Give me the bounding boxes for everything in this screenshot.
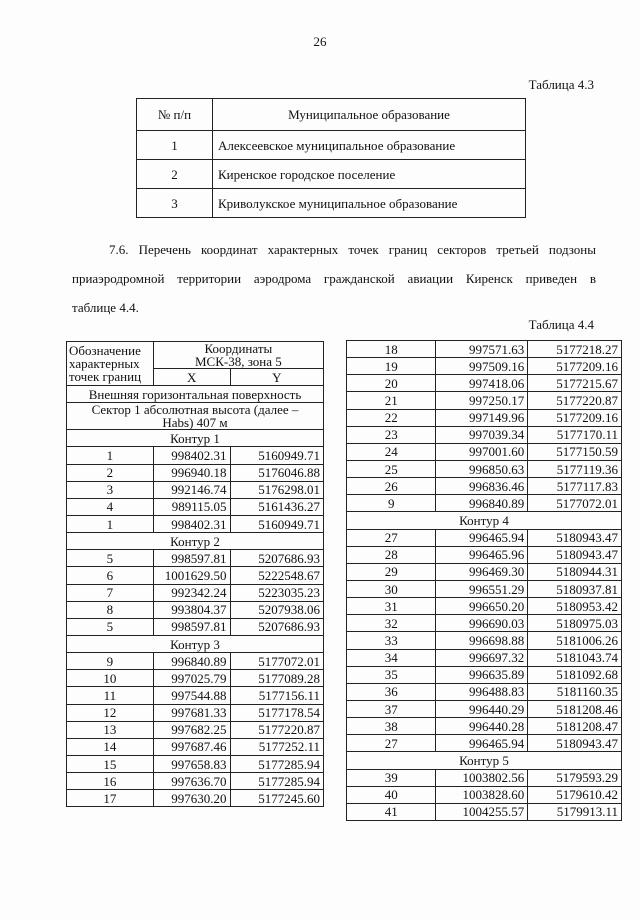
y-coordinate: 5160949.71 [230,515,323,532]
y-coordinate: 5180953.42 [528,598,622,615]
x-coordinate: 998597.81 [153,618,230,635]
left-rows-body [67,430,324,807]
table-row [67,653,324,670]
point-number: 9 [347,495,436,512]
y-coordinate: 5177209.16 [528,409,622,426]
point-number: 15 [67,755,154,772]
y-coordinate: 5180943.47 [528,546,622,563]
point-number: 36 [347,683,436,700]
point-number: 29 [347,563,436,580]
contour-row [347,512,622,529]
header-x: X [153,369,230,386]
x-coordinate: 997039.34 [436,426,528,443]
y-coordinate: 5222548.67 [230,567,323,584]
point-number: 11 [67,687,154,704]
y-coordinate: 5207686.93 [230,618,323,635]
paragraph-7-6 [72,235,596,322]
table-row [137,189,526,218]
surface-row [67,386,324,403]
point-number: 34 [347,649,436,666]
table-row [347,460,622,477]
table-row [67,755,324,772]
table-row [347,409,622,426]
point-number: 37 [347,700,436,717]
table-row [347,649,622,666]
point-number: 25 [347,460,436,477]
header-line: точек границ [69,369,142,385]
x-coordinate: 997418.06 [436,375,528,392]
x-coordinate: 992146.74 [153,481,230,498]
coordinates-table-right [346,340,622,821]
table-row [347,786,622,803]
table-row [67,550,324,567]
point-number: 40 [347,786,436,803]
sector-row [67,403,324,430]
y-coordinate: 5177215.67 [528,375,622,392]
paragraph-line: 7.6. Перечень координат характерных точек границ секторов третьей подзоны [109,242,596,257]
right-rows-body [347,341,622,821]
contour-row [67,533,324,550]
y-coordinate: 5181208.47 [528,718,622,735]
contour-row [67,430,324,447]
y-coordinate: 5177252.11 [230,738,323,755]
contour-label: Контур 2 [67,533,324,550]
point-number: 17 [67,790,154,807]
table-row [67,618,324,635]
header-line: характерных [69,356,140,372]
row-number: 3 [137,189,213,218]
y-coordinate: 5207938.06 [230,601,323,618]
point-number: 9 [67,653,154,670]
x-coordinate: 997681.33 [153,704,230,721]
x-coordinate: 998597.81 [153,550,230,567]
paragraph-line: приаэродромной территории аэродрома гражданской авиации Киренск приведен в [72,271,596,286]
point-number: 28 [347,546,436,563]
header-line: МСК-38, зона 5 [194,354,282,369]
y-coordinate: 5176046.88 [230,464,323,481]
row-number: 1 [137,131,213,160]
y-coordinate: 5177170.11 [528,426,622,443]
x-coordinate: 997149.96 [436,409,528,426]
y-coordinate: 5177089.28 [230,670,323,687]
x-coordinate: 996840.89 [436,495,528,512]
table-row [347,666,622,683]
x-coordinate: 996488.83 [436,683,528,700]
x-coordinate: 1003802.56 [436,769,528,786]
table-row [347,478,622,495]
y-coordinate: 5180937.81 [528,580,622,597]
y-coordinate: 5177209.16 [528,358,622,375]
table-row [347,495,622,512]
point-number: 35 [347,666,436,683]
point-number: 5 [67,618,154,635]
y-coordinate: 5181208.46 [528,700,622,717]
x-coordinate: 1001629.50 [153,567,230,584]
y-coordinate: 5177072.01 [230,653,323,670]
page-number: 26 [313,34,327,49]
x-coordinate: 997636.70 [153,773,230,790]
header-line: Координаты [204,341,273,356]
y-coordinate: 5160949.71 [230,447,323,464]
x-coordinate: 997687.46 [153,738,230,755]
table-row [347,769,622,786]
table-row [347,392,622,409]
point-number: 6 [67,567,154,584]
x-coordinate: 996465.94 [436,735,528,752]
point-number: 2 [67,464,154,481]
contour-row [67,635,324,652]
x-coordinate: 998402.31 [153,515,230,532]
contour-label: Контур 1 [67,430,324,447]
x-coordinate: 996697.32 [436,649,528,666]
point-number: 30 [347,580,436,597]
table-row [347,375,622,392]
table-row [67,601,324,618]
x-coordinate: 997025.79 [153,670,230,687]
table-row [67,687,324,704]
point-number: 39 [347,769,436,786]
x-coordinate: 997630.20 [153,790,230,807]
table-header-row [137,99,526,131]
y-coordinate: 5181006.26 [528,632,622,649]
point-number: 26 [347,478,436,495]
table-row [347,546,622,563]
header-line: Обозначение [69,343,141,359]
header-y: Y [230,369,323,386]
x-coordinate: 996635.89 [436,666,528,683]
point-number: 5 [67,550,154,567]
point-number: 33 [347,632,436,649]
surface-title: Внешняя горизонтальная поверхность [67,386,324,403]
point-number: 38 [347,718,436,735]
table-row [347,598,622,615]
y-coordinate: 5177156.11 [230,687,323,704]
x-coordinate: 989115.05 [153,498,230,515]
y-coordinate: 5177072.01 [528,495,622,512]
point-number: 18 [347,341,436,358]
y-coordinate: 5161436.27 [230,498,323,515]
y-coordinate: 5177285.94 [230,755,323,772]
x-coordinate: 996698.88 [436,632,528,649]
y-coordinate: 5177178.54 [230,704,323,721]
table-row [347,803,622,820]
table-row [347,341,622,358]
table-row [67,567,324,584]
y-coordinate: 5179610.42 [528,786,622,803]
point-number: 7 [67,584,154,601]
point-number: 41 [347,803,436,820]
y-coordinate: 5177220.87 [230,721,323,738]
row-municipality: Криволукское муниципальное образование [213,189,526,218]
table-4-4-caption: Таблица 4.4 [528,317,594,332]
y-coordinate: 5177150.59 [528,443,622,460]
sector-title [67,403,324,430]
sector-line: Нabs) 407 м [162,415,228,431]
x-coordinate: 997544.88 [153,687,230,704]
point-number: 1 [67,515,154,532]
x-coordinate: 996850.63 [436,460,528,477]
x-coordinate: 996440.28 [436,718,528,735]
x-coordinate: 996551.29 [436,580,528,597]
table-row [67,447,324,464]
x-coordinate: 996840.89 [153,653,230,670]
x-coordinate: 997658.83 [153,755,230,772]
table-row [347,580,622,597]
x-coordinate: 997682.25 [153,721,230,738]
point-number: 19 [347,358,436,375]
x-coordinate: 997571.63 [436,341,528,358]
point-number: 14 [67,738,154,755]
x-coordinate: 996650.20 [436,598,528,615]
row-municipality: Алексеевское муниципальное образование [213,131,526,160]
table-4-3-caption: Таблица 4.3 [528,77,594,92]
table-row [347,683,622,700]
y-coordinate: 5177119.36 [528,460,622,477]
point-number: 23 [347,426,436,443]
y-coordinate: 5181092.68 [528,666,622,683]
table-row [137,160,526,189]
row-number: 2 [137,160,213,189]
point-number: 10 [67,670,154,687]
contour-row [347,752,622,769]
point-number: 13 [67,721,154,738]
table-row [347,700,622,717]
x-coordinate: 998402.31 [153,447,230,464]
x-coordinate: 996836.46 [436,478,528,495]
y-coordinate: 5223035.23 [230,584,323,601]
table-row [347,426,622,443]
point-number: 32 [347,615,436,632]
point-number: 27 [347,529,436,546]
contour-label: Контур 5 [347,752,622,769]
point-number: 22 [347,409,436,426]
table-row [347,632,622,649]
table-row [67,498,324,515]
table-row [67,515,324,532]
table-row [67,704,324,721]
x-coordinate: 997509.16 [436,358,528,375]
header-municipality: Муниципальное образование [213,99,526,131]
x-coordinate: 997001.60 [436,443,528,460]
y-coordinate: 5179593.29 [528,769,622,786]
x-coordinate: 1003828.60 [436,786,528,803]
x-coordinate: 1004255.57 [436,803,528,820]
y-coordinate: 5177220.87 [528,392,622,409]
header-number: № п/п [137,99,213,131]
table-row [67,670,324,687]
table-row [347,529,622,546]
table-row [347,563,622,580]
y-coordinate: 5180975.03 [528,615,622,632]
y-coordinate: 5176298.01 [230,481,323,498]
x-coordinate: 996690.03 [436,615,528,632]
table-row [67,790,324,807]
point-number: 24 [347,443,436,460]
point-number: 12 [67,704,154,721]
table-row [67,481,324,498]
table-row [347,735,622,752]
y-coordinate: 5177245.60 [230,790,323,807]
table-row [137,131,526,160]
y-coordinate: 5181160.35 [528,683,622,700]
point-number: 8 [67,601,154,618]
point-number: 20 [347,375,436,392]
point-number: 27 [347,735,436,752]
contour-label: Контур 3 [67,635,324,652]
y-coordinate: 5181043.74 [528,649,622,666]
coordinates-table-left [66,341,324,807]
point-number: 16 [67,773,154,790]
y-coordinate: 5180944.31 [528,563,622,580]
y-coordinate: 5177218.27 [528,341,622,358]
row-municipality: Киренское городское поселение [213,160,526,189]
point-number: 1 [67,447,154,464]
table-row [67,721,324,738]
table-row [67,773,324,790]
municipalities-table [136,98,526,218]
x-coordinate: 996469.30 [436,563,528,580]
x-coordinate: 996440.29 [436,700,528,717]
x-coordinate: 997250.17 [436,392,528,409]
table-row [67,584,324,601]
header-designation [67,342,154,386]
point-number: 21 [347,392,436,409]
sector-line: Сектор 1 абсолютная высота (далее – [91,402,299,418]
y-coordinate: 5207686.93 [230,550,323,567]
table-row [347,358,622,375]
x-coordinate: 993804.37 [153,601,230,618]
y-coordinate: 5177117.83 [528,478,622,495]
header-coordinates [153,342,323,369]
table-row [67,464,324,481]
x-coordinate: 996940.18 [153,464,230,481]
y-coordinate: 5180943.47 [528,735,622,752]
point-number: 31 [347,598,436,615]
point-number: 4 [67,498,154,515]
paragraph-line: таблице 4.4. [72,300,139,315]
y-coordinate: 5179913.11 [528,803,622,820]
y-coordinate: 5177285.94 [230,773,323,790]
contour-label: Контур 4 [347,512,622,529]
table-row [347,615,622,632]
y-coordinate: 5180943.47 [528,529,622,546]
x-coordinate: 996465.94 [436,529,528,546]
x-coordinate: 992342.24 [153,584,230,601]
table-row [67,738,324,755]
table-row [347,443,622,460]
x-coordinate: 996465.96 [436,546,528,563]
table-row [347,718,622,735]
point-number: 3 [67,481,154,498]
